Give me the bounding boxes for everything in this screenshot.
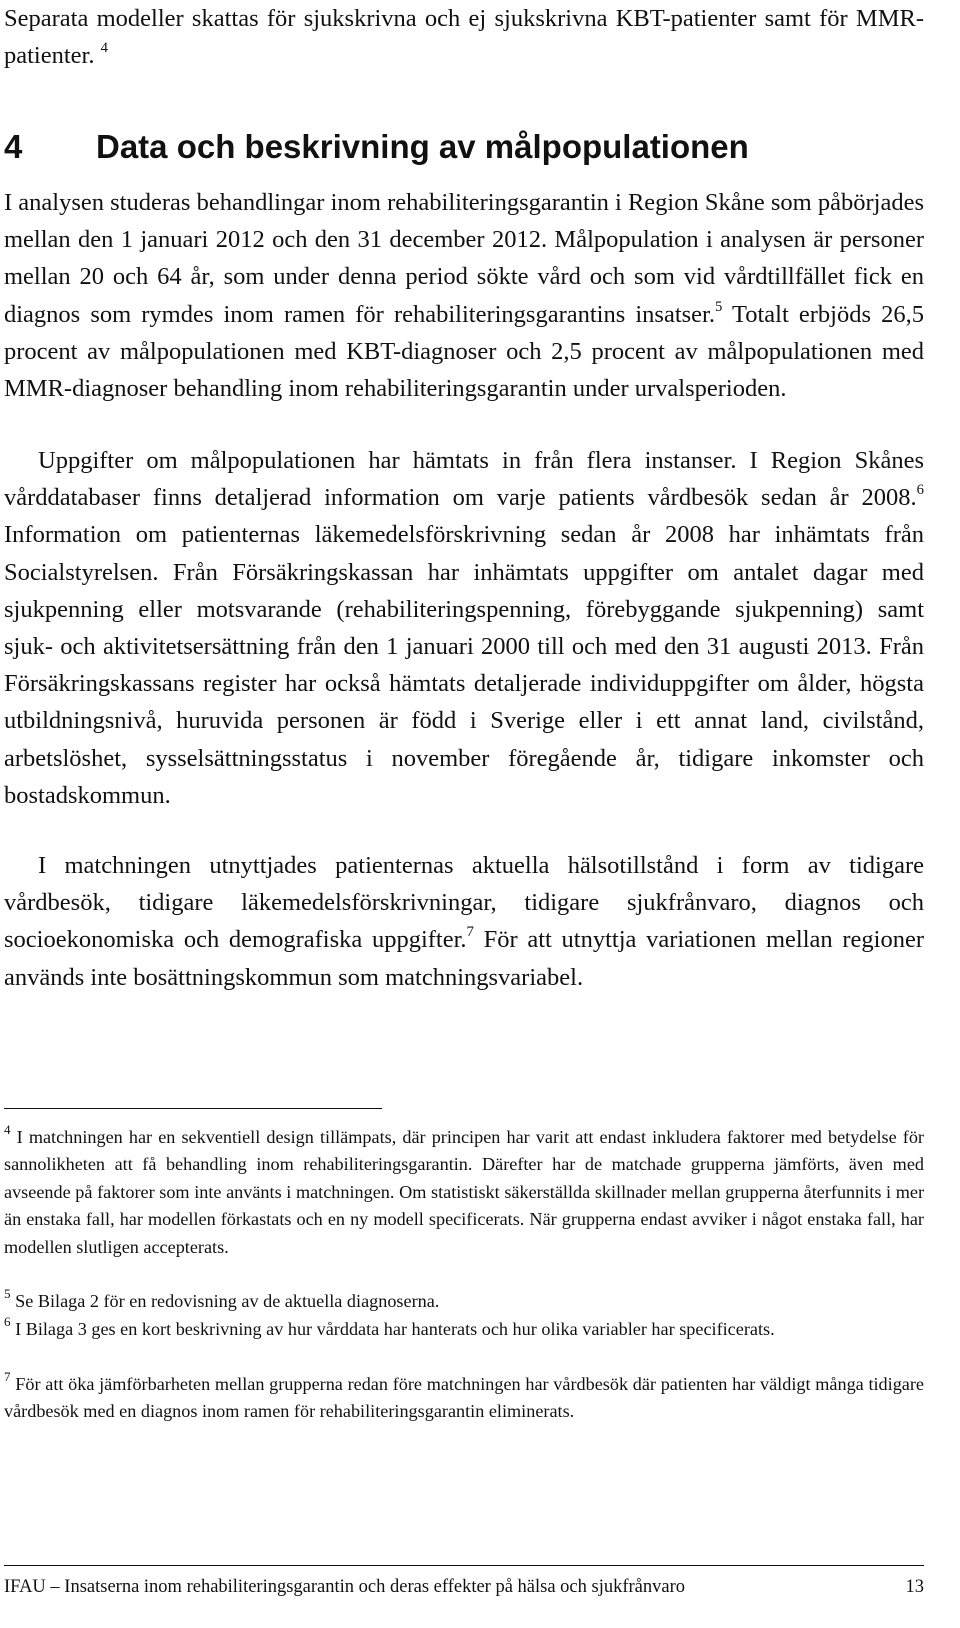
footnote-5-marker: 5 xyxy=(4,1285,11,1301)
sources-text-a: Uppgifter om målpopulationen har hämtats in från flera instanser. I Region Skånes vårddatabaser finns detaljerad information om varje patients vårdbesök sedan år 2008. xyxy=(4,447,924,512)
footnote-6-marker: 6 xyxy=(4,1313,11,1329)
page-footer xyxy=(4,1565,924,1600)
footnote-ref-5[interactable]: 5 xyxy=(714,298,723,315)
footnote-5-text: Se Bilaga 2 för en redovisning av de aktuella diagnoserna. xyxy=(10,1291,440,1311)
population-text-b: Totalt erbjöds 26,5 procent av målpopulationen med KBT-diagnoser och 2,5 procent av målpopulationen med MMR-diagnoser behandling inom rehabiliteringsgarantin under urvalsperioden. xyxy=(4,300,924,403)
intro-paragraph xyxy=(4,0,924,74)
footnote-7 xyxy=(4,1368,924,1426)
footnote-4-marker: 4 xyxy=(4,1121,11,1137)
sources-text-b: Information om patienternas läkemedelsförskrivning sedan år 2008 har inhämtats från Socialstyrelsen. Från Försäkringskassan har inhämtats uppgifter om antalet dagar med sjukpenning eller motsvarande (rehabiliteringspenning, förebyggande sjukpenning) samt sjuk- och aktivitetsersättning från den 1 januari 2000 till och med den 31 augusti 2013. Från Försäkringskassans register har också hämtats detaljerade individuppgifter om ålder, högsta utbildningsnivå, huruvida personen är född i Sverige eller i ett annat land, civilstånd, arbetslöshet, sysselsättningsstatus i november föregående år, tidigare inkomster och bostadskommun. xyxy=(4,521,924,809)
matching-text-b: För att utnyttja variationen mellan regioner används inte bosättningskommun som matchningsvariabel. xyxy=(4,926,924,991)
footnote-6 xyxy=(4,1313,924,1343)
section-heading xyxy=(4,124,924,170)
page-number: 13 xyxy=(905,1577,924,1597)
footnote-divider xyxy=(4,1108,382,1109)
footnote-7-marker: 7 xyxy=(4,1368,11,1384)
population-paragraph xyxy=(4,184,924,407)
running-title: IFAU – Insatserna inom rehabiliteringsgarantin och deras effekter på hälsa och sjukfrånvaro xyxy=(4,1577,686,1597)
population-text-a: I analysen studeras behandlingar inom rehabiliteringsgarantin i Region Skåne som påbörjades mellan den 1 januari 2012 och den 31 december 2012. Målpopulation i analysen är personer mellan 20 och 64 år, som under denna period sökte vård och som vid vårdtillfället fick en diagnos som rymdes inom ramen för rehabiliteringsgarantins insatser. xyxy=(4,189,924,328)
matching-paragraph xyxy=(4,847,924,996)
footnote-5 xyxy=(4,1285,924,1315)
sources-paragraph xyxy=(4,442,924,814)
footnote-4 xyxy=(4,1121,924,1261)
section-title: Data och beskrivning av målpopulationen xyxy=(96,128,749,165)
footnote-6-text: I Bilaga 3 ges en kort beskrivning av hur vårddata har hanterats och hur olika variabler har specificerats. xyxy=(10,1319,775,1339)
footnote-ref-7[interactable]: 7 xyxy=(466,924,474,941)
footnote-ref-4[interactable]: 4 xyxy=(100,40,108,57)
section-number: 4 xyxy=(4,128,23,165)
footnote-ref-6[interactable]: 6 xyxy=(916,482,924,499)
matching-text-a: I matchningen utnyttjades patienternas aktuella hälsotillstånd i form av tidigare vårdbesök, tidigare läkemedelsförskrivningar, tidigare sjukfrånvaro, diagnos och socioekonomiska och demografiska uppgifter. xyxy=(4,852,924,954)
footnote-4-text: I matchningen har en sekventiell design tillämpats, där principen har varit att endast inkludera faktorer med betydelse för sannolikheten att få behandling inom rehabiliteringsgarantin. Därefter har de matchade grupperna jämförts, även med avseende på faktorer som inte använts i matchningen. Om statistiskt säkerställda skillnader mellan grupperna återfunnits i mer än enstaka fall, har modellen förkastats och en ny modell specificerats. När grupperna endast avviker i något enstaka fall, har modellen slutligen accepterats. xyxy=(4,1127,924,1257)
intro-text: Separata modeller skattas för sjukskrivna och ej sjukskrivna KBT-patienter samt för MMR-patienter. xyxy=(4,5,924,70)
footnote-7-text: För att öka jämförbarheten mellan grupperna redan före matchningen har vårdbesök där patienten har väldigt många tidigare vårdbesök med en diagnos inom ramen för rehabiliteringsgarantin eliminerats. xyxy=(4,1374,924,1422)
